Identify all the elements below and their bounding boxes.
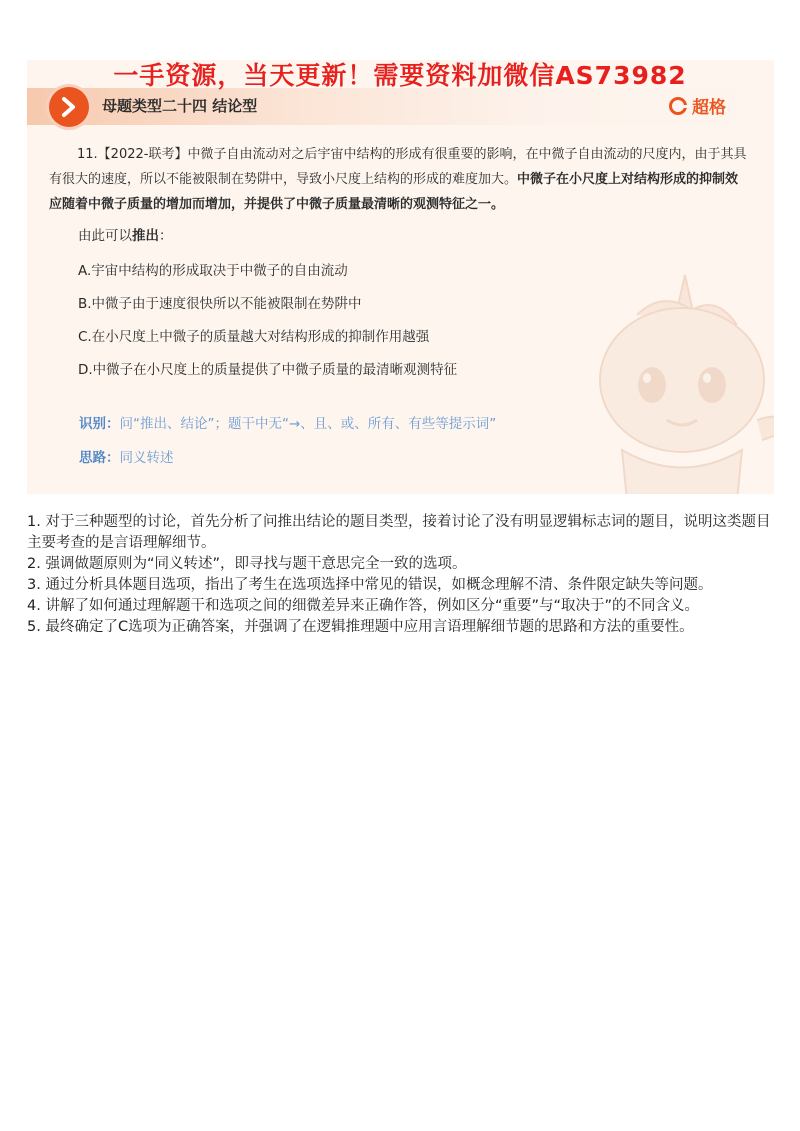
option-a: A.宇宙中结构的形成取决于中微子的自由流动 [78,263,348,279]
idea-label: 思路： [79,450,120,466]
identify-hint [79,412,496,432]
prompt-pre: 由此可以 [78,228,132,244]
prompt-post: ： [159,228,173,244]
unicorn-mascot-icon [567,270,774,494]
chevron-right-icon [49,87,89,127]
brand-g-icon [669,97,687,115]
note-item: 3. 通过分析具体题目选项，指出了考生在选项选择中常见的错误，如概念理解不清、条件限定缺失等问题。 [27,577,713,593]
lecture-slide [27,60,774,494]
question-stem [49,142,749,217]
section-title: 母题类型二十四 结论型 [102,97,258,115]
option-b: B.中微子由于速度很快所以不能被限制在势阱中 [78,296,362,312]
note-item: 4. 讲解了如何通过理解题干和选项之间的细微差异来正确作答，例如区分“重要”与“取决于”的不同含义。 [27,598,699,614]
question-number: 11.【2022-联考】 [77,147,188,162]
brand-logo [669,93,726,118]
prompt-keyword: 推出 [132,228,159,244]
note-item: 2. 强调做题原则为“同义转述”，即寻找与题干意思完全一致的选项。 [27,556,467,572]
idea-hint [79,446,174,466]
identify-label: 识别： [79,416,120,432]
idea-text: 同义转述 [119,450,174,466]
promo-banner: 一手资源，当天更新！需要资料加微信AS73982 [113,61,687,90]
option-d: D.中微子在小尺度上的质量提供了中微子质量的最清晰观测特征 [78,362,458,378]
option-c: C.在小尺度上中微子的质量越大对结构形成的抑制作用越强 [78,329,430,345]
brand-name: 超格 [692,98,726,118]
summary-notes [27,512,775,638]
question-text: 中微子自由流动对之后宇宙中结构的形成有很重要的影响，在中微子自由流动的尺度内，由于其具有很大的速度，所以不能被限制在势阱中，导致小尺度上结构的形成的难度加大。 [49,147,747,187]
note-item: 5. 最终确定了C选项为正确答案，并强调了在逻辑推理题中应用言语理解细节题的思路和方法的重要性。 [27,619,694,635]
question-prompt [78,224,173,244]
note-item: 1. 对于三种题型的讨论，首先分析了问推出结论的题目类型，接着讨论了没有明显逻辑标志词的题目，说明这类题目主要考查的是言语理解细节。 [27,514,771,551]
question-text-bold: 中微子在小尺度上对结构形成的抑制效应随着中微子质量的增加而增加，并提供了中微子质量最清晰的观测特征之一。 [49,172,739,212]
identify-text: 问“推出、结论”；题干中无“→、且、或、所有、有些等提示词” [119,416,497,432]
